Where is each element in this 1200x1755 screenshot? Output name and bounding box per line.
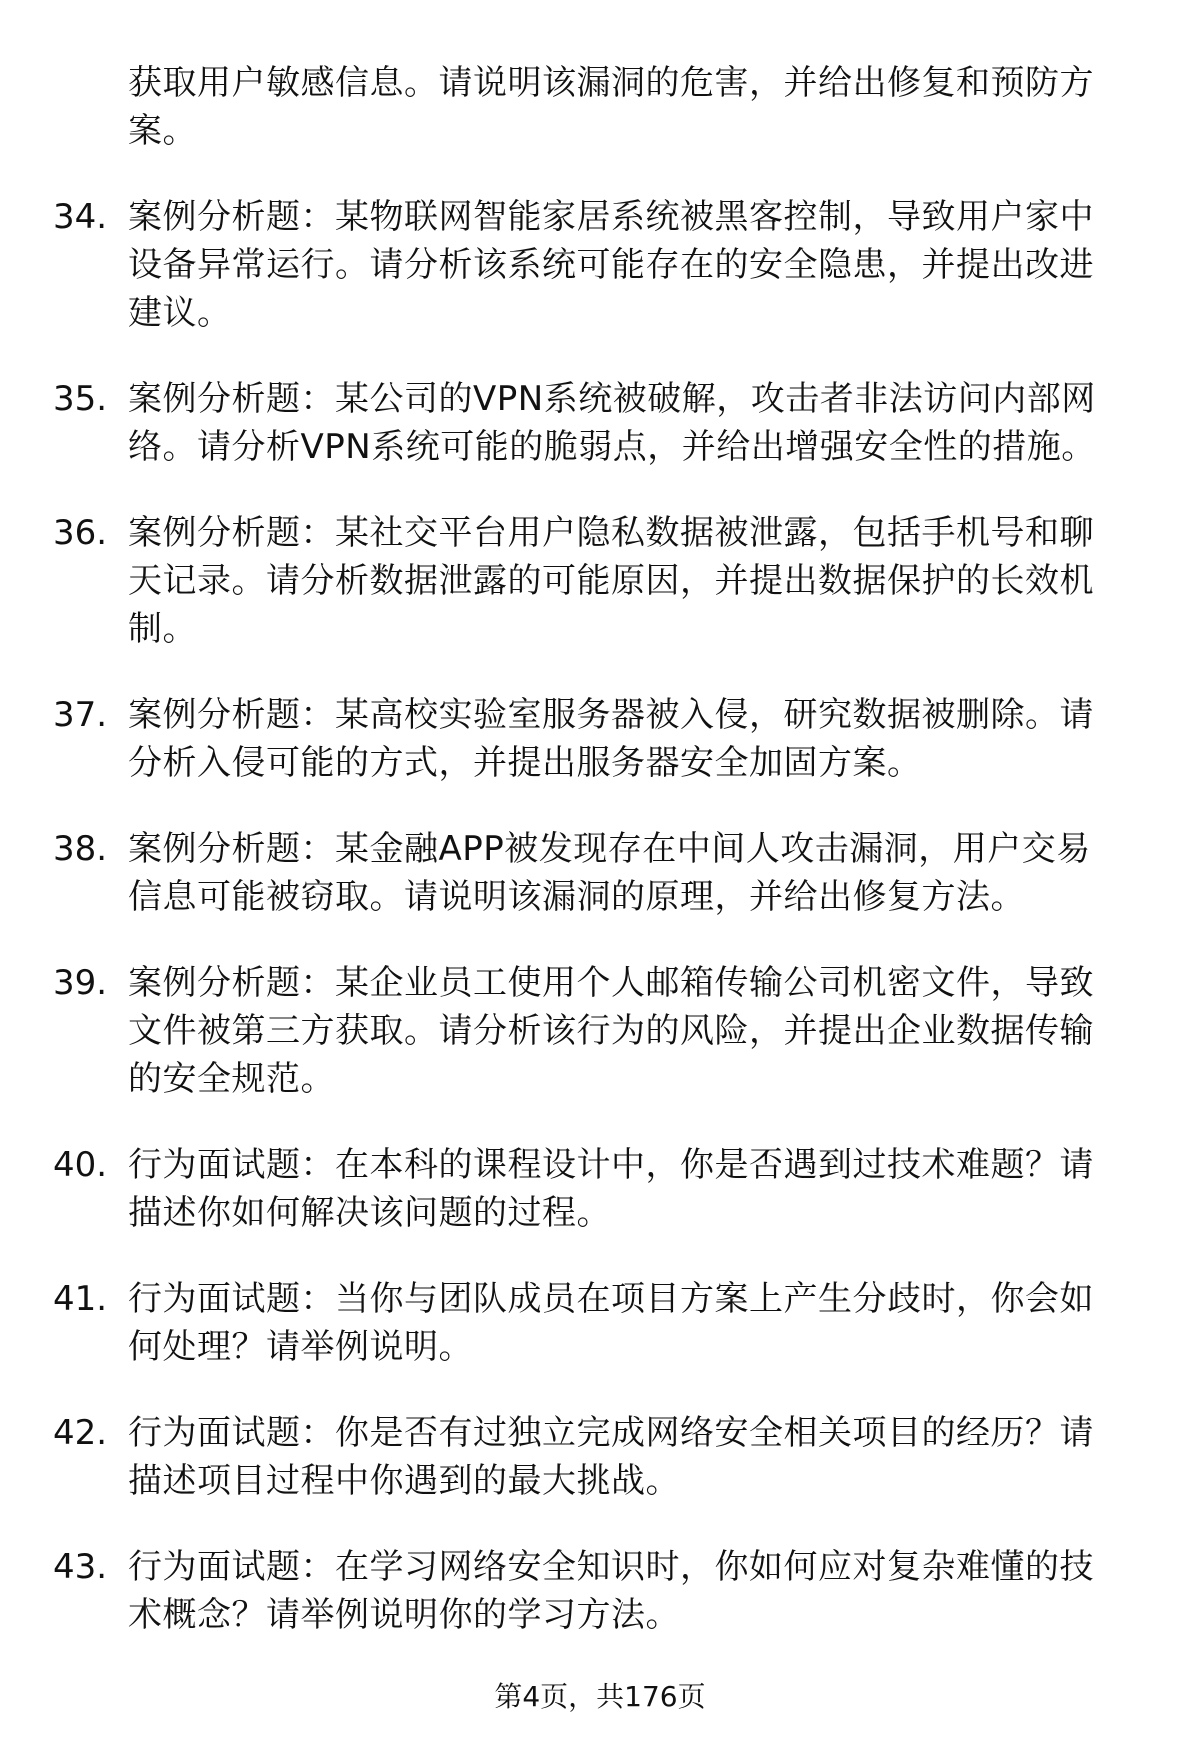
question-text-line: 描述你如何解决该问题的过程。: [128, 1193, 611, 1233]
question-text-line: 案。: [128, 111, 197, 151]
question-item: [0, 1543, 1200, 1639]
question-item: [0, 375, 1200, 471]
question-text-line: 建议。: [128, 293, 232, 333]
question-text: [128, 59, 1200, 155]
question-text-line: 案例分析题：某物联网智能家居系统被黑客控制，导致用户家中: [128, 197, 1094, 237]
question-text: [128, 1275, 1200, 1371]
question-item: [0, 1275, 1200, 1371]
question-text-line: 行为面试题：你是否有过独立完成网络安全相关项目的经历？请: [128, 1413, 1094, 1453]
question-item: [0, 1141, 1200, 1237]
question-text: [128, 1543, 1200, 1639]
question-text-line: 描述项目过程中你遇到的最大挑战。: [128, 1461, 680, 1501]
question-text-line: 制。: [128, 609, 197, 649]
question-number: 42.: [53, 1413, 108, 1453]
question-text-line: 何处理？请举例说明。: [128, 1327, 473, 1367]
question-text-line: 案例分析题：某金融APP被发现存在中间人攻击漏洞，用户交易: [128, 829, 1091, 869]
question-text-line: 案例分析题：某高校实验室服务器被入侵，研究数据被删除。请: [128, 695, 1094, 735]
question-number: 40.: [53, 1145, 108, 1185]
question-item: [0, 825, 1200, 921]
question-text-line: 天记录。请分析数据泄露的可能原因，并提出数据保护的长效机: [128, 561, 1094, 601]
question-text: [128, 193, 1200, 337]
question-text: [128, 375, 1200, 471]
question-text-line: 术概念？请举例说明你的学习方法。: [128, 1595, 680, 1635]
question-text: [128, 1409, 1200, 1505]
question-item: [0, 691, 1200, 787]
question-item: [0, 1409, 1200, 1505]
question-number: 36.: [53, 513, 108, 553]
question-number: 41.: [53, 1279, 108, 1319]
question-text-line: 的安全规范。: [128, 1059, 335, 1099]
question-number: 35.: [53, 379, 108, 419]
question-text-line: 行为面试题：在本科的课程设计中，你是否遇到过技术难题？请: [128, 1145, 1094, 1185]
page-number: 第4页，共176页: [494, 1680, 706, 1713]
question-text: [128, 825, 1200, 921]
question-number: 37.: [53, 695, 108, 735]
question-text-line: 获取用户敏感信息。请说明该漏洞的危害，并给出修复和预防方: [128, 63, 1094, 103]
question-text-line: 行为面试题：当你与团队成员在项目方案上产生分歧时，你会如: [128, 1279, 1094, 1319]
question-number: 38.: [53, 829, 108, 869]
question-text: [128, 959, 1200, 1103]
question-number: 39.: [53, 963, 108, 1003]
question-number: 34.: [53, 197, 108, 237]
question-text-line: 络。请分析VPN系统可能的脆弱点，并给出增强安全性的措施。: [128, 427, 1096, 467]
question-text-line: 案例分析题：某社交平台用户隐私数据被泄露，包括手机号和聊: [128, 513, 1094, 553]
question-number: 43.: [53, 1547, 108, 1587]
question-item: [0, 509, 1200, 653]
question-text-line: 分析入侵可能的方式，并提出服务器安全加固方案。: [128, 743, 922, 783]
question-item: [0, 959, 1200, 1103]
question-text-line: 信息可能被窃取。请说明该漏洞的原理，并给出修复方法。: [128, 877, 1025, 917]
question-text: [128, 509, 1200, 653]
question-text-line: 设备异常运行。请分析该系统可能存在的安全隐患，并提出改进: [128, 245, 1094, 285]
question-text-line: 文件被第三方获取。请分析该行为的风险，并提出企业数据传输: [128, 1011, 1094, 1051]
question-text-line: 案例分析题：某企业员工使用个人邮箱传输公司机密文件，导致: [128, 963, 1094, 1003]
question-text: [128, 1141, 1200, 1237]
question-item: [0, 59, 1200, 155]
question-text: [128, 691, 1200, 787]
question-item: [0, 193, 1200, 337]
question-text-line: 行为面试题：在学习网络安全知识时，你如何应对复杂难懂的技: [128, 1547, 1094, 1587]
question-text-line: 案例分析题：某公司的VPN系统被破解，攻击者非法访问内部网: [128, 379, 1096, 419]
question-list: [0, 59, 1200, 1677]
